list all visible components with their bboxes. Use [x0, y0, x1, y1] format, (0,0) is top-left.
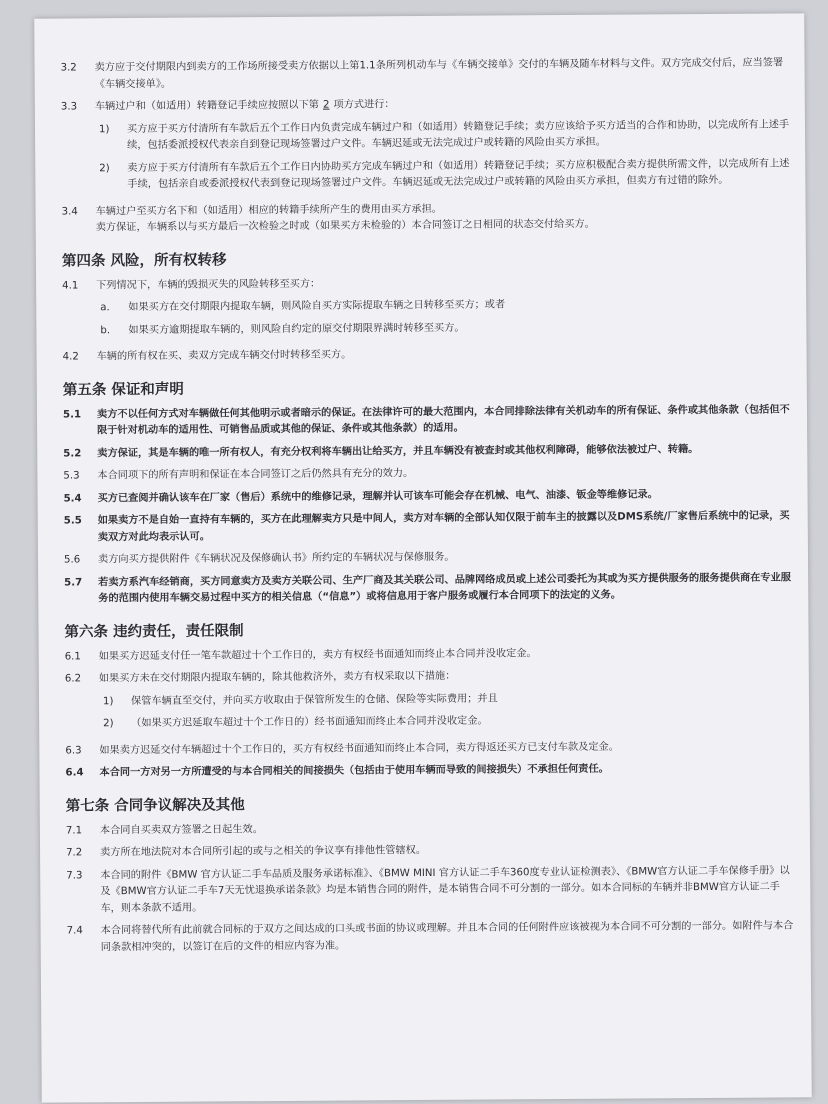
- clause-text: 本合同项下的所有声明和保证在本合同签订之后仍然具有充分的效力。: [97, 468, 414, 482]
- clause-3-3-item-1: [99, 117, 801, 155]
- clause-7-2: [66, 840, 806, 862]
- clause-number: 5.1: [62, 408, 82, 421]
- clause-text: 本合同将替代所有此前就合同标的于双方之间达成的口头或书面的协议或理解。并且本合同的任何附件应该被视为本合同不可分割的一部分。如附件与本合同条款相冲突的，以签订在后的文件的相应内容为准。: [100, 920, 794, 953]
- item-text: 如果买方在交付期限内提取车辆，则风险自买方实际提取车辆之日转移至买方；或者: [128, 299, 506, 314]
- clause-3-4: [62, 199, 802, 237]
- clause-text: 买方已查阅并确认该车在厂家（售后）系统中的维修记录，理解并认可该车可能会存在机械、电气、油漆、钣金等维修记录。: [97, 488, 658, 504]
- clause-4-1-item-b: [100, 318, 802, 339]
- clause-text: 卖方向买方提供附件《车辆状况及保修确认书》所约定的车辆状况与保修服务。: [97, 551, 455, 566]
- item-text: 卖方应于买方付清所有车款后五个工作日内协助买方完成车辆过户和（如适用）转籍登记手续；买方应积极配合卖方提供所需文件，以完成所有上述手续，包括亲自或委派授权代表到登记现场签署过户文件。车辆迟延或无法完成过户或转籍的风险由买方承担，但卖方有过错的除外。: [127, 157, 790, 191]
- item-label: 2): [99, 162, 110, 174]
- clause-number: 7.4: [66, 925, 83, 937]
- clause-text: 卖方保证，其是车辆的唯一所有权人，有充分权利将车辆出让给买方，并且车辆没有被查封或其他权利障碍，能够依法被过户、转籍。: [97, 443, 699, 459]
- clause-5-7: [64, 570, 804, 608]
- clause-number: 5.6: [63, 554, 81, 566]
- clause-number: 7.1: [65, 824, 83, 836]
- clause-number: 5.7: [64, 576, 83, 589]
- document-page: [34, 13, 812, 1102]
- item-text: （如果买方迟延取车超过十个工作日的）经书面通知而终止本合同并没收定金。: [131, 715, 488, 730]
- clause-number: 3.2: [60, 62, 77, 74]
- clause-text: 车辆的所有权在买、卖双方完成车辆交付时转移至买方。: [96, 349, 352, 363]
- item-label: a.: [100, 302, 110, 314]
- clause-text-after: 项方式进行：: [333, 99, 395, 111]
- clause-number: 6.1: [64, 650, 81, 663]
- clause-text: 若卖方系汽车经销商，买方同意卖方及卖方关联公司、生产厂商及其关联公司、品牌网络成员或上述公司委托为其或为买方提供服务的服务提供商在专业服务的范围内使用车辆交易过程中买方的相关信息（“信息”）或将信息用于客户服务或履行本合同项下的法定的义务。: [98, 571, 791, 605]
- clause-text: 如果买方未在交付期限内提取车辆的，除其他救济外，卖方有权采取以下措施：: [98, 670, 456, 685]
- clause-text: 本合同一方对另一方所遭受的与本合同相关的间接损失（包括由于使用车辆而导致的间接损失）不承担任何责任。: [99, 763, 609, 779]
- clause-4-1-item-a: [100, 295, 802, 316]
- section-5-title: 第五条 保证和声明: [62, 381, 184, 399]
- clause-7-3: [66, 863, 806, 918]
- section-7-title: 第七条 合同争议解决及其他: [65, 796, 245, 815]
- clause-text: 卖方所在地法院对本合同所引起的或与之相关的争议享有排他性管辖权。: [100, 844, 427, 859]
- clause-text: 本合同自买卖双方签署之日起生效。: [99, 823, 263, 836]
- clause-3-3: [61, 94, 801, 116]
- clause-number: 7.3: [66, 869, 83, 881]
- contract-content: [61, 55, 807, 962]
- clause-number: 3.3: [60, 101, 78, 113]
- clause-number: 5.2: [63, 447, 82, 460]
- section-4-title: 第四条 风险，所有权转移: [61, 251, 227, 270]
- clause-5-2: [63, 441, 803, 463]
- item-label: 1): [102, 695, 114, 707]
- clause-number: 5.4: [63, 492, 82, 505]
- clause-text: 下列情况下，车辆的毁损灭失的风险转移至买方：: [96, 278, 321, 291]
- clause-text: 卖方应于交付期限内到卖方的工作场所接受卖方依据以上第1.1条所列机动车与《车辆交接单》交付的车辆及随车材料与文件。双方完成交付后，应当签署《车辆交接单》。: [94, 57, 784, 90]
- item-label: b.: [100, 324, 111, 336]
- section-6-title: 第六条 违约责任，责任限制: [64, 622, 244, 641]
- clause-number: 6.2: [64, 673, 82, 685]
- item-label: 1): [98, 123, 110, 135]
- clause-6-2-item-2: [103, 711, 805, 732]
- item-text: 买方应于买方付清所有车款后五个工作日内负责完成车辆过户和（如适用）转籍登记手续；卖方应该给予买方适当的合作和协助，以完成所有上述手续，包括委派授权代表亲自到登记现场签署过户文件。车辆迟延或无法完成过户或转籍的风险由买方承担。: [126, 118, 790, 152]
- clause-text: 本合同的附件《BMW 官方认证二手车品质及服务承诺标准》、《BMW MINI 官方认证二手车360度专业认证检测表》、《BMW官方认证二手车保修手册》以及《BMW官方认证二手车7天无忧退换承诺条款》均是本销售合同的附件，是本销售合同不可分割的一部分。如本合同标的车辆并非BMW官方认证二手车，则本条款不适用。: [100, 864, 790, 914]
- clause-5-3: [63, 463, 803, 485]
- clause-7-4: [67, 918, 807, 956]
- clause-7-1: [66, 818, 806, 840]
- clause-text-before: 车辆过户和（如适用）转籍登记手续应按照以下第: [94, 99, 319, 113]
- item-text: 保管车辆直至交付，并向买方收取由于保管所发生的仓储、保险等实际费用；并且: [130, 692, 498, 707]
- clause-number: 6.3: [65, 744, 82, 757]
- clause-3-2: [61, 55, 801, 93]
- clause-text: 卖方不以任何方式对车辆做任何其他明示或者暗示的保证。在法律许可的最大范围内，本合同排除法律有关机动车的所有保证、条件或其他条款（包括但不限于针对机动车的适用性、可销售品质或其他的保证、条件或其他条款）的适用。: [96, 403, 790, 437]
- item-label: 2): [103, 718, 114, 730]
- clause-number: 4.2: [62, 351, 79, 363]
- clause-6-2-item-1: [103, 689, 805, 710]
- clause-line-2: 卖方保证，车辆系以与买方最后一次检验之时或（如果买方未检验的）本合同签订之日相同的状态交付给买方。: [95, 218, 595, 234]
- clause-6-4: [65, 760, 805, 782]
- clause-number: 5.5: [63, 515, 82, 527]
- clause-text: 如果买方迟延支付任一笔车款超过十个工作日的，卖方有权经书面通知而终止本合同并没收定金。: [98, 647, 537, 662]
- clause-number: 7.2: [66, 847, 83, 859]
- clause-number: 3.4: [61, 205, 78, 218]
- clause-4-1: [62, 273, 802, 295]
- clause-number: 6.4: [65, 767, 84, 779]
- item-text: 如果买方逾期提取车辆的，则风险自约定的原交付期限界满时转移至买方。: [128, 322, 465, 336]
- clause-5-1: [63, 402, 803, 440]
- clause-line-1: 车辆过户至买方名下和（如适用）相应的转籍手续所产生的费用由买方承担。: [95, 203, 442, 217]
- clause-6-2: [65, 666, 805, 688]
- clause-6-1: [65, 644, 805, 666]
- clause-5-4: [64, 486, 804, 508]
- clause-text: [95, 94, 801, 115]
- clause-text: 如果卖方不是自始一直持有车辆的，买方在此理解卖方只是中间人，卖方对车辆的全部认知仅限于前车主的披露以及DMS系统/厂家售后系统中的记录，买卖双方对此均表示认可。: [97, 510, 790, 543]
- clause-number: 5.3: [63, 470, 80, 482]
- clause-text: 如果卖方迟延交付车辆超过十个工作日的，买方有权经书面通知而终止本合同，卖方得返还买方已支付车款及定金。: [99, 741, 619, 756]
- clause-5-6: [64, 547, 804, 569]
- clause-5-5: [64, 508, 804, 546]
- clause-text: [96, 199, 802, 237]
- clause-number: 4.1: [62, 279, 79, 292]
- choice-value: 2: [322, 99, 330, 111]
- clause-3-3-item-2: [99, 156, 801, 194]
